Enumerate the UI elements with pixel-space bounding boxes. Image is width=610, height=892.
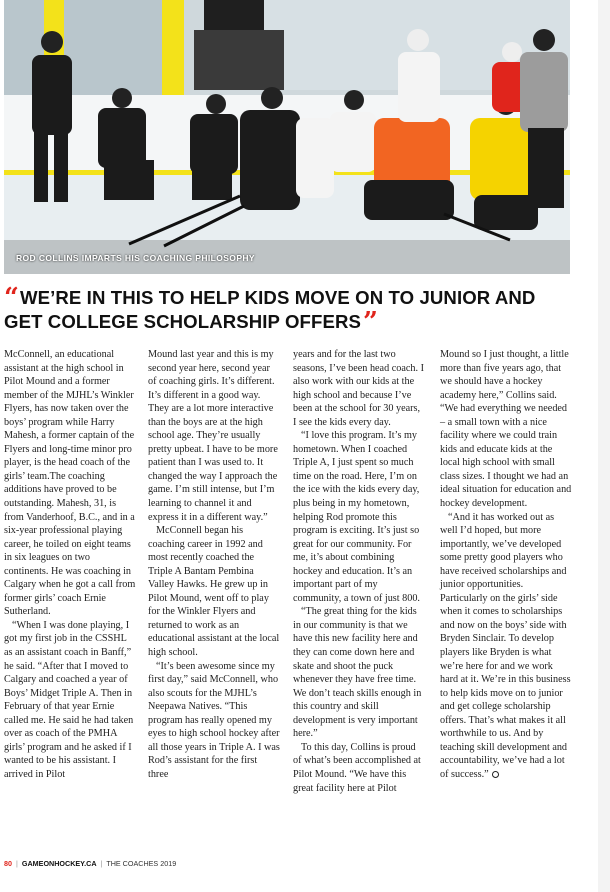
paragraph: “When I was done playing, I got my first job in the CSSHL as an assistant coach in Banff,” he said. “After that I moved to Calgary and coached a year of Boys’ Midget Triple A. Then in February of that year Ernie called me. He said he had taken over as coach of the PMHA girls’ program and he asked if I wanted to be his assistant. I arrived in Pilot [4,619,134,780]
pull-quote-text: WE’RE IN THIS TO HELP KIDS MOVE ON TO JUNIOR AND GET COLLEGE SCHOLARSHIP OFFERS [4,287,536,332]
footer-separator: | [16,859,18,868]
section-name: THE COACHES 2019 [106,859,177,868]
paragraph: “The great thing for the kids in our community is that we have this new facility here and they can come down here and skate and shoot the puck whenever they have free time. We don’t teach skills enough in this country and skill development is very important here.” [293,606,422,740]
paragraph: “It’s been awesome since my first day,” said McConnell, who also scouts for the MJHL’s Neepawa Natives. “This program has really opened my eyes to high school hockey after all those years in Triple A. I was Rod’s assistant for the first three [148,660,280,780]
open-quote-mark: “ [4,283,16,313]
paragraph: McConnell began his coaching career in 1992 and most recently coached the Triple A Bantam Pembina Valley Hawks. He grew up in Pilot Mound, went off to play for the Winkler Flyers and returned to work as an educational assistant at the local high school. [148,525,280,659]
paragraph: To this day, Collins is proud of what’s been accomplished at Pilot Mound. “We have this great facility here at Pilot [293,741,421,794]
paragraph: years and for the last two seasons, I’ve been head coach. I also work with our kids at the high school and because I’ve been at the school for 30 years, I see the kids every day. [293,349,424,428]
column-1 [4,348,136,782]
end-mark-icon [492,771,499,778]
photo-illustration [4,0,570,274]
page-footer [4,859,176,868]
column-3 [293,348,425,795]
team-photo [4,0,570,274]
page-edge [598,0,610,892]
site-link[interactable]: GAMEONHOCKEY.CA [21,859,97,868]
pull-quote [4,283,570,337]
footer-separator: | [100,859,103,868]
paragraph: Mound so I just thought, a little more than five years ago, that we should have a hockey academy here,” Collins said. “We had everything we needed – a small town with a nice facility where we could train kids and educate kids at the local high school with small class sizes. I thought we had an ideal situation for education and hockey development. [440,349,572,510]
paragraph: Mound last year and this is my second year here, second year of coaching girls. It’s different. It’s different in a good way. They are a lot more interactive than the boys are at the high school age. They’re usually pretty upbeat. I have to be more patient than I was used to. It changed the way I approach the game. I’m still intense, but I’m learning to channel it and express it in a different way.” [148,349,278,523]
photo-caption: ROD COLLINS IMPARTS HIS COACHING PHILOSOPHY [16,253,255,263]
column-4 [440,348,572,782]
paragraph-text: “And it has worked out as well I’d hoped, but more importantly, we’ve developed some pretty good players who have received scholarships and junior opportunities. Particularly on the girls’ side when it comes to scholarships and now on the boys’ side with Bryden Sinclair. To develop players like Bryden is what we’re here for and we work hard at it. We’re in this business to help kids move on to junior and get college scholarship offers. That’s what makes it all worthwhile to us. And by teaching skill development and accountability, we’ve had a lot of success.” [440,511,571,780]
page-number: 80 [4,859,12,868]
close-quote-mark: ” [363,307,375,337]
paragraph: McConnell, an educational assistant at the high school in Pilot Mound and a former member of the MJHL’s Winkler Flyers, has now taken over the boys’ program while Harry Mahesh, a former captain of the Flyers and long-time minor pro player, is the head coach of the girls’ team.The coaching additions have proved to be outstanding. Mahesh, 31, is from Vanderhoof, B.C., and in a six-year professional playing career, he toiled on eight teams in six leagues on two continents. He was coaching in Calgary when he got a call from former girls’ coach Ernie Sutherland. [4,349,136,618]
paragraph-final [440,511,572,782]
column-2 [148,348,280,782]
article-body [4,348,570,828]
paragraph: “I love this program. It’s my hometown. When I coached Triple A, I just spent so much time on the road. Here, I’m on the ice with the kids every day, plus being in my hometown, helping Rod promote this program is exciting. It’s just so great for our community. For me, it’s about combining hockey and education. It’s an important part of my community, a town of just 800. [293,430,420,604]
